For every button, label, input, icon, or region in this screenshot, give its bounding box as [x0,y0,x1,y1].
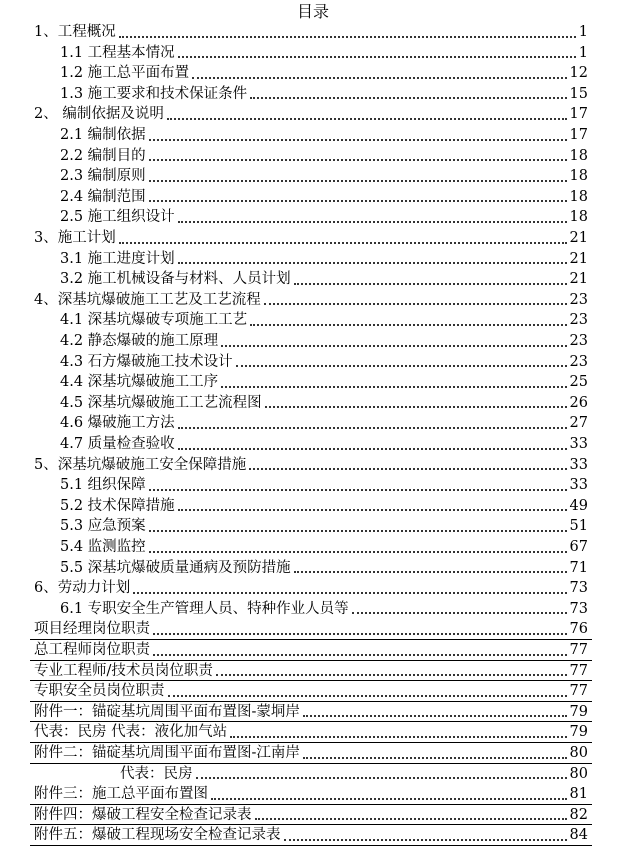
toc-entry-page: 18 [569,147,588,164]
toc-entry-label: 3.1 施工进度计划 [60,250,175,267]
toc-dot-leader [255,818,567,820]
toc-entry-page: 18 [569,168,588,185]
toc-entry[interactable] [60,331,588,352]
toc-entry-page: 79 [569,724,588,741]
toc-entry-page: 21 [569,230,588,246]
toc-entry-label: 5.3 应急预案 [60,518,146,535]
toc-dot-leader [221,386,566,388]
toc-entry[interactable] [60,496,588,517]
toc-entry[interactable] [34,784,588,805]
toc-entry-label: 2、 编制依据及说明 [34,106,164,123]
toc-entry[interactable] [34,228,588,249]
toc-dot-leader [119,36,576,38]
toc-entry[interactable] [34,104,588,125]
toc-dot-leader [119,242,567,244]
toc-entry-page: 25 [569,374,588,391]
toc-entry-page: 27 [569,415,588,432]
toc-dot-leader [264,303,567,305]
row-divider [30,845,592,846]
toc-entry-page: 73 [569,600,588,617]
toc-entry[interactable] [60,63,588,84]
toc-entry[interactable] [34,722,588,743]
toc-entry-label: 2.4 编制范围 [60,188,146,205]
toc-entry-label: 4.3 石方爆破施工技术设计 [60,353,233,370]
toc-entry-page: 17 [569,106,588,123]
toc-entry-label: 4.2 静态爆破的施工原理 [60,333,219,349]
toc-entry-page: 23 [569,312,588,329]
toc-dot-leader [178,262,567,264]
toc-dot-leader [153,654,567,656]
toc-dot-leader [178,509,567,511]
toc-entry-page: 23 [569,353,588,370]
toc-entry-page: 23 [569,291,588,308]
toc-entry-label: 2.5 施工组织设计 [60,209,175,226]
toc-entry[interactable] [60,599,588,620]
toc-entry[interactable] [60,434,588,455]
toc-dot-leader [303,715,567,717]
toc-entry[interactable] [60,84,588,105]
toc-dot-leader [236,365,567,367]
toc-dot-leader [149,180,567,182]
toc-entry[interactable] [34,681,588,702]
toc-dot-leader [178,56,576,58]
toc-entry-label: 2.2 编制目的 [60,147,146,164]
toc-entry-label: 附件一：锚碇基坑周围平面布置图-蒙垌岸 [34,703,300,720]
toc-entry[interactable] [60,187,588,208]
toc-entry-page: 81 [569,786,588,803]
toc-entry[interactable] [60,352,588,373]
toc-entry-label: 5.4 监测监控 [60,539,146,555]
toc-entry-page: 77 [569,683,588,700]
toc-entry[interactable] [34,743,588,764]
toc-entry-label: 6、劳动力计划 [34,580,131,597]
toc-entry-page: 23 [569,333,588,349]
toc-entry-page: 33 [569,456,588,473]
toc-entry-label: 5.2 技术保障措施 [60,497,175,514]
toc-entry-page: 76 [569,621,588,638]
toc-entry[interactable] [34,455,588,476]
toc-dot-leader [149,489,567,491]
toc-entry[interactable] [120,764,588,785]
toc-entry-page: 33 [569,477,588,494]
toc-entry-label: 4.5 深基坑爆破施工工艺流程图 [60,394,262,411]
toc-entry-page: 80 [569,745,588,761]
toc-entry[interactable] [60,413,588,434]
toc-entry[interactable] [34,290,588,311]
toc-dot-leader [249,468,566,470]
toc-entry-label: 附件五：爆破工程现场安全检查记录表 [34,827,281,844]
toc-entry-label: 附件二：锚碇基坑周围平面布置图-江南岸 [34,745,300,761]
toc-dot-leader [294,571,567,573]
toc-entry[interactable] [60,125,588,146]
toc-entry-label: 3、施工计划 [34,230,116,246]
toc-dot-leader [167,118,567,120]
toc-entry-page: 1 [578,44,588,61]
toc-entry-label: 5.5 深基坑爆破质量通病及预防措施 [60,559,291,576]
toc-entry-label: 5、深基坑爆破施工安全保障措施 [34,456,247,473]
toc-entry-page: 77 [569,642,588,658]
toc-entry-page: 18 [569,188,588,205]
toc-entry[interactable] [60,249,588,270]
toc-entry[interactable] [60,269,588,290]
toc-entry[interactable] [60,537,588,558]
toc-entry-label: 4、深基坑爆破施工工艺及工艺流程 [34,291,261,308]
toc-entry-label: 5.1 组织保障 [60,477,146,494]
toc-entry-label: 总工程师岗位职责 [34,642,150,658]
toc-entry-page: 73 [569,580,588,597]
toc-entry-label: 6.1 专职安全生产管理人员、特种作业人员等 [60,600,349,617]
toc-dot-leader [216,674,567,676]
toc-entry-label: 1、工程概况 [34,24,116,40]
toc-dot-leader [168,695,567,697]
toc-entry[interactable] [34,661,588,682]
toc-entry[interactable] [60,516,588,537]
toc-dot-leader [192,77,566,79]
toc-entry[interactable] [34,805,588,826]
toc-entry-label: 1.3 施工要求和技术保证条件 [60,85,248,102]
toc-dot-leader [221,345,566,347]
toc-entry-page: 15 [569,85,588,102]
toc-entry-page: 84 [569,827,588,844]
toc-dot-leader [284,839,567,841]
toc-dot-leader [230,736,566,738]
toc-entry-label: 代表：民房 代表：液化加气站 [34,724,228,741]
toc-entry-label: 专职安全员岗位职责 [34,683,165,700]
toc-entry-label: 2.1 编制依据 [60,127,146,143]
toc-entry-label: 4.4 深基坑爆破施工工序 [60,374,219,391]
toc-entry[interactable] [34,640,588,661]
toc-dot-leader [303,757,567,759]
toc-entry-page: 82 [569,806,588,823]
toc-entry-page: 21 [569,250,588,267]
toc-entry[interactable] [60,393,588,414]
toc-dot-leader [352,612,567,614]
toc-dot-leader [178,427,567,429]
toc-entry-page: 33 [569,436,588,452]
toc-entry-label: 2.3 编制原则 [60,168,146,185]
toc-title: 目录 [296,2,329,21]
toc-dot-leader [178,448,567,450]
toc-entry-page: 67 [569,539,588,555]
toc-dot-leader [250,324,566,326]
toc-entry[interactable] [34,578,588,599]
toc-entry-label: 项目经理岗位职责 [34,621,150,638]
toc-entry-page: 21 [569,271,588,288]
toc-entry[interactable] [60,372,588,393]
toc-entry-label: 4.7 质量检查验收 [60,436,175,452]
toc-entry-page: 18 [569,209,588,226]
toc-entry-label: 1.2 施工总平面布置 [60,65,190,82]
toc-dot-leader [133,592,566,594]
toc-entry[interactable] [60,166,588,187]
toc-dot-leader [153,633,567,635]
toc-dot-leader [250,97,566,99]
toc-entry[interactable] [34,702,588,723]
toc-entry-page: 49 [569,497,588,514]
toc-entry[interactable] [60,475,588,496]
toc-dot-leader [265,406,567,408]
toc-dot-leader [149,139,567,141]
toc-entry-label: 附件四：爆破工程安全检查记录表 [34,806,252,823]
toc-entry-page: 51 [569,518,588,535]
toc-entry-page: 12 [569,65,588,82]
toc-entry-label: 代表：民房 [120,765,193,782]
toc-entry-label: 3.2 施工机械设备与材料、人员计划 [60,271,291,288]
toc-entry[interactable] [60,558,588,579]
toc-dot-leader [211,798,567,800]
toc-entry[interactable] [60,43,588,64]
toc-dot-leader [149,551,567,553]
toc-entry-label: 专业工程师/技术员岗位职责 [34,662,213,679]
toc-dot-leader [294,283,567,285]
toc-entry-label: 4.1 深基坑爆破专项施工工艺 [60,312,248,329]
toc-dot-leader [178,221,567,223]
toc-dot-leader [149,530,567,532]
toc-entry-page: 80 [569,765,588,782]
toc-entry-page: 17 [569,127,588,143]
toc-entry-page: 1 [578,24,588,40]
toc-dot-leader [149,200,567,202]
toc-entry-page: 71 [569,559,588,576]
toc-entry[interactable] [60,146,588,167]
toc-entry-page: 77 [569,662,588,679]
toc-entry-label: 1.1 工程基本情况 [60,44,175,61]
toc-entry[interactable] [34,22,588,43]
toc-entry-page: 79 [569,703,588,720]
toc-entry-label: 4.6 爆破施工方法 [60,415,175,432]
toc-entry[interactable] [34,825,588,846]
toc-entry[interactable] [60,207,588,228]
toc-dot-leader [149,159,567,161]
toc-dot-leader [196,777,567,779]
toc-entry-page: 26 [569,394,588,411]
toc-entry-label: 附件三：施工总平面布置图 [34,786,208,803]
toc-entry[interactable] [34,619,588,640]
toc-entry[interactable] [60,310,588,331]
